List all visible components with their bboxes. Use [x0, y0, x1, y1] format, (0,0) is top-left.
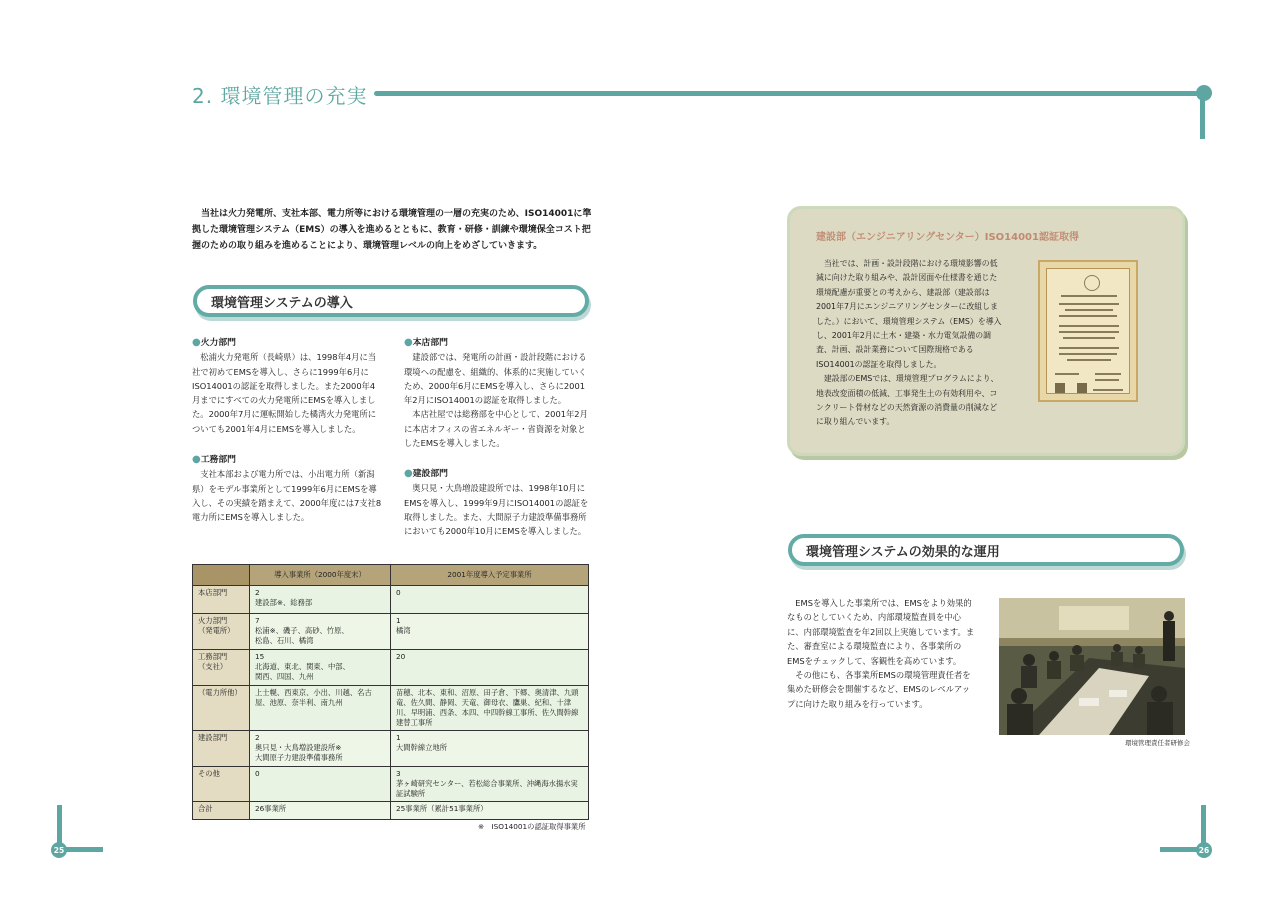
block-text: 支社本部および電力所では、小出電力所（新潟県）をモデル事業所として1999年6月にEMSを導入し、その実績を踏まえて、2000年度には7支社8電力所にEMSを導入しました。 — [192, 469, 382, 523]
table-cell: 上士幌、西東京、小出、川越、名古屋、池原、奈半利、南九州 — [250, 686, 391, 731]
section2-paragraph: EMSを導入した事業所では、EMSをより効果的なものとしていくため、内部環境監査員を中心に、内部環境監査を年2回以上実施しています。また、審査室による環境監査により、各事業所のEMSをチェックして、客観性を高めています。 — [787, 598, 975, 666]
header-drop-line — [1200, 95, 1205, 139]
page-number-right: 26 — [1196, 842, 1212, 858]
table-cell-label: 工務部門 （支社） — [193, 650, 250, 686]
table-header-row — [193, 565, 589, 586]
table-cell: 0 — [250, 767, 391, 802]
table-row — [193, 614, 589, 650]
intro-paragraph: 当社は火力発電所、支社本部、電力所等における環境管理の一層の充実のため、ISO14001に準拠した環境管理システム（EMS）の導入を進めるとともに、教育・研修・訓練や環境保全コスト把握のための取り組みを進めることにより、環境管理レベルの向上をめざしていきます。 — [192, 209, 592, 251]
table-cell: 1 大間幹線立地所 — [391, 731, 589, 767]
table-cell: 20 — [391, 650, 589, 686]
block-thermal — [192, 336, 382, 436]
block-text: 奥只見・大鳥増設建設所では、1998年10月にEMSを導入し、1999年9月にISO14001の認証を取得しました。また、大間原子力建設準備事務所においても2000年10月にEMSを導入しました。 — [404, 483, 589, 537]
table-cell-label: その他 — [193, 767, 250, 802]
section2-text — [787, 596, 977, 711]
page-number-left: 25 — [51, 842, 67, 858]
bullet-icon: ● — [404, 468, 413, 479]
bullet-icon: ● — [404, 337, 413, 348]
table-cell-label: 合計 — [193, 802, 250, 820]
table-cell: 26事業所 — [250, 802, 391, 820]
ems-table — [192, 564, 589, 820]
table-cell: 25事業所（累計51事業所） — [391, 802, 589, 820]
table-row — [193, 650, 589, 686]
table-row — [193, 586, 589, 614]
section-heading-ems-introduction — [193, 285, 589, 317]
block-heading: 火力部門 — [200, 338, 236, 348]
photo-caption: 環境管理責任者研修会 — [1125, 739, 1190, 747]
meeting-photo — [999, 598, 1185, 735]
table-row — [193, 802, 589, 820]
section-heading-label: 環境管理システムの効果的な運用 — [806, 544, 1000, 560]
table-cell: 苗穂、北本、東和、沼原、田子倉、下郷、奥清津、九頭竜、佐久間、静岡、天竜、御母衣、鷹巣、紀和、十津川、早明浦、西条、本四、中四幹線工事所、佐久間幹線建替工事所 — [391, 686, 589, 731]
block-heading: 工務部門 — [200, 455, 236, 465]
block-text: 松浦火力発電所（長崎県）は、1998年4月に当社で初めてEMSを導入し、さらに1999年6月にISO14001の認証を取得しました。また2000年4月までにすべての火力発電所にEMSを導入しました。2000年7月に運転開始した橘湾火力発電所についても2001年4月にEMSを導入しました。 — [192, 352, 377, 434]
section-heading-label: 環境管理システムの導入 — [211, 295, 353, 311]
table-header: 2001年度導入予定事業所 — [391, 565, 589, 586]
table-row — [193, 731, 589, 767]
certification-title: 建設部（エンジニアリングセンター）ISO14001認証取得 — [816, 232, 1079, 243]
table-cell: 7 松浦※、磯子、高砂、竹原、 松島、石川、橘湾 — [250, 614, 391, 650]
bullet-icon: ● — [192, 337, 201, 348]
table-cell-label: 火力部門 （発電所） — [193, 614, 250, 650]
iso-certificate-image — [1038, 260, 1138, 402]
table-cell: 0 — [391, 586, 589, 614]
block-transmission — [192, 453, 382, 524]
block-heading: 本店部門 — [412, 338, 448, 348]
certification-paragraph: 当社では、計画・設計段階における環境影響の低減に向けた取り組みや、設計図面や仕様書を通じた環境配慮が重要との考えから、建設部（建設部は2001年7月にエンジニアリングセンターに改組しました。）において、環境管理システム（EMS）を導入し、2001年2月に土木・建築・水力電気設備の調査、計画、設計業務について国際規格であるISO14001の認証を取得しました。 — [816, 259, 1002, 369]
table-cell: 2 奥只見・大鳥増設建設所※ 大間原子力建設準備事務所 — [250, 731, 391, 767]
table-row — [193, 686, 589, 731]
block-text: 本店社屋では総務部を中心として、2001年2月に本店オフィスの省エネルギー・省資源を対象としたEMSを導入しました。 — [404, 409, 588, 449]
bullet-icon: ● — [192, 454, 201, 465]
certification-text — [816, 257, 1002, 430]
table-header — [193, 565, 250, 586]
header-rule — [374, 91, 1204, 96]
section-heading-effective-operation — [788, 534, 1184, 566]
page-title: 2. 環境管理の充実 — [192, 84, 368, 108]
table-cell: 15 北海道、東北、関東、中部、 関西、四国、九州 — [250, 650, 391, 686]
table-cell: 1 橘湾 — [391, 614, 589, 650]
block-text: 建設部では、発電所の計画・設計段階における環境への配慮を、組織的、体系的に実施していくため、2000年6月にEMSを導入し、さらに2001年2月にISO14001の認証を取得しました。 — [404, 352, 587, 406]
block-head-office — [404, 336, 592, 450]
table-row — [193, 767, 589, 802]
section2-paragraph: その他にも、各事業所EMSの環境管理責任者を集めた研修会を開催するなど、EMSのレベルアップに向けた取り組みを行っています。 — [787, 670, 971, 709]
block-heading: 建設部門 — [412, 469, 448, 479]
table-cell: 3 茅ヶ崎研究センター、若松総合事業所、沖縄海水揚水実証試験所 — [391, 767, 589, 802]
certification-paragraph: 建設部のEMSでは、環境管理プログラムにより、地表改変面積の低減、工事発生土の有効利用や、コンクリート骨材などの天然資源の消費量の削減などに取り組んでいます。 — [816, 374, 999, 427]
table-cell-label: 本店部門 — [193, 586, 250, 614]
table-footnote: ※ ISO14001の認証取得事業所 — [478, 822, 586, 831]
table-cell-label: （電力所他） — [193, 686, 250, 731]
table-header: 導入事業所（2000年度末） — [250, 565, 391, 586]
table-cell-label: 建設部門 — [193, 731, 250, 767]
block-construction — [404, 467, 592, 538]
table-cell: 2 建設部※、総務部 — [250, 586, 391, 614]
